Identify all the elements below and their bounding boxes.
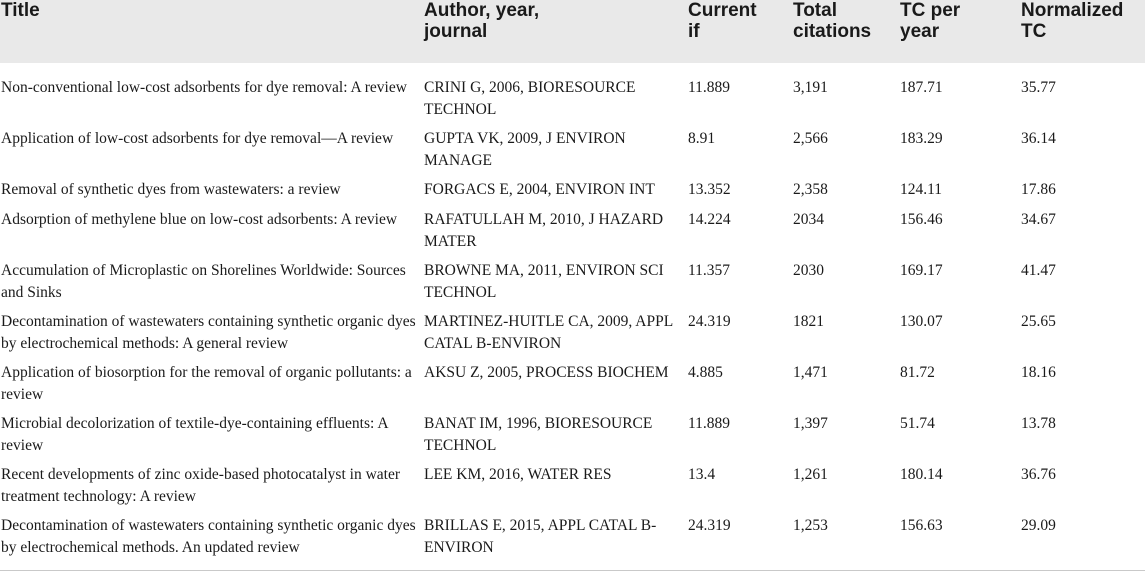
cell-normalized-tc: 41.47 [1021, 262, 1056, 279]
cell-normalized-tc: 35.77 [1021, 79, 1056, 96]
header-current-if: Current if [688, 0, 757, 42]
cell-current-if: 11.357 [688, 262, 731, 279]
cell-current-if: 11.889 [688, 79, 731, 96]
cell-normalized-tc: 29.09 [1021, 517, 1056, 534]
table-row [0, 260, 1145, 311]
cell-total-citations: 2034 [793, 211, 824, 228]
cell-author: LEE KM, 2016, WATER RES [424, 466, 612, 483]
table-row [0, 179, 1145, 209]
table-row [0, 464, 1145, 515]
table-row [0, 515, 1145, 566]
cell-title: Application of biosorption for the removal of organic pollutants: a review [1, 364, 412, 403]
table-body [0, 63, 1145, 566]
cell-normalized-tc: 36.76 [1021, 466, 1056, 483]
cell-total-citations: 2030 [793, 262, 824, 279]
cell-total-citations: 2,566 [793, 130, 828, 147]
cell-title: Removal of synthetic dyes from wastewaters: a review [1, 181, 341, 198]
cell-title: Decontamination of wastewaters containing synthetic organic dyes by electrochemical methods: A general review [1, 313, 416, 352]
table-row [0, 63, 1145, 128]
cell-title: Application of low-cost adsorbents for dye removal—A review [1, 130, 394, 147]
cell-normalized-tc: 36.14 [1021, 130, 1056, 147]
cell-normalized-tc: 17.86 [1021, 181, 1056, 198]
cell-title: Decontamination of wastewaters containing synthetic organic dyes by electrochemical methods. An updated review [1, 517, 416, 556]
header-author: Author, year, journal [424, 0, 540, 42]
cell-author: AKSU Z, 2005, PROCESS BIOCHEM [424, 364, 669, 381]
cell-current-if: 8.91 [688, 130, 716, 147]
table-row [0, 311, 1145, 362]
cell-tc-per-year: 124.11 [900, 181, 943, 198]
cell-author: GUPTA VK, 2009, J ENVIRON MANAGE [424, 130, 626, 169]
table-header [0, 0, 1145, 63]
header-tc-per-year: TC per year [900, 0, 961, 42]
cell-total-citations: 1,471 [793, 364, 828, 381]
cell-author: MARTINEZ-HUITLE CA, 2009, APPL CATAL B-ENVIRON [424, 313, 673, 352]
cell-author: CRINI G, 2006, BIORESOURCE TECHNOL [424, 79, 636, 118]
cell-author: BROWNE MA, 2011, ENVIRON SCI TECHNOL [424, 262, 664, 301]
cell-tc-per-year: 130.07 [900, 313, 943, 330]
cell-current-if: 13.352 [688, 181, 731, 198]
cell-tc-per-year: 51.74 [900, 415, 935, 432]
cell-author: BANAT IM, 1996, BIORESOURCE TECHNOL [424, 415, 653, 454]
table-row [0, 128, 1145, 179]
table-row [0, 362, 1145, 413]
cell-author: RAFATULLAH M, 2010, J HAZARD MATER [424, 211, 664, 250]
header-total-citations: Total citations [793, 0, 872, 42]
header-normalized-tc: Normalized TC [1021, 0, 1124, 42]
cell-tc-per-year: 180.14 [900, 466, 943, 483]
cell-normalized-tc: 18.16 [1021, 364, 1056, 381]
cell-tc-per-year: 81.72 [900, 364, 935, 381]
cell-current-if: 4.885 [688, 364, 723, 381]
cell-tc-per-year: 169.17 [900, 262, 943, 279]
cell-tc-per-year: 156.46 [900, 211, 943, 228]
cell-normalized-tc: 25.65 [1021, 313, 1056, 330]
cell-title: Adsorption of methylene blue on low-cost adsorbents: A review [1, 211, 398, 228]
cell-normalized-tc: 13.78 [1021, 415, 1056, 432]
bottom-rule [0, 570, 1145, 571]
cell-total-citations: 1,397 [793, 415, 828, 432]
cell-current-if: 11.889 [688, 415, 731, 432]
cell-total-citations: 1,253 [793, 517, 828, 534]
cell-normalized-tc: 34.67 [1021, 211, 1056, 228]
cell-current-if: 24.319 [688, 313, 731, 330]
cell-title: Non-conventional low-cost adsorbents for dye removal: A review [1, 79, 407, 96]
cell-tc-per-year: 183.29 [900, 130, 943, 147]
table-row [0, 209, 1145, 260]
cell-tc-per-year: 187.71 [900, 79, 943, 96]
header-row [0, 0, 1145, 63]
cell-author: FORGACS E, 2004, ENVIRON INT [424, 181, 655, 198]
cell-total-citations: 2,358 [793, 181, 828, 198]
cell-author: BRILLAS E, 2015, APPL CATAL B-ENVIRON [424, 517, 657, 556]
cell-total-citations: 1,261 [793, 466, 828, 483]
cell-current-if: 13.4 [688, 466, 716, 483]
cell-title: Accumulation of Microplastic on Shorelines Worldwide: Sources and Sinks [1, 262, 406, 301]
cell-tc-per-year: 156.63 [900, 517, 943, 534]
cell-title: Microbial decolorization of textile-dye-containing effluents: A review [1, 415, 388, 454]
cell-current-if: 24.319 [688, 517, 731, 534]
table-row [0, 413, 1145, 464]
cell-total-citations: 1821 [793, 313, 824, 330]
cell-total-citations: 3,191 [793, 79, 828, 96]
cell-title: Recent developments of zinc oxide-based photocatalyst in water treatment technology: A review [1, 466, 400, 505]
header-title: Title [1, 0, 40, 21]
cell-current-if: 14.224 [688, 211, 731, 228]
